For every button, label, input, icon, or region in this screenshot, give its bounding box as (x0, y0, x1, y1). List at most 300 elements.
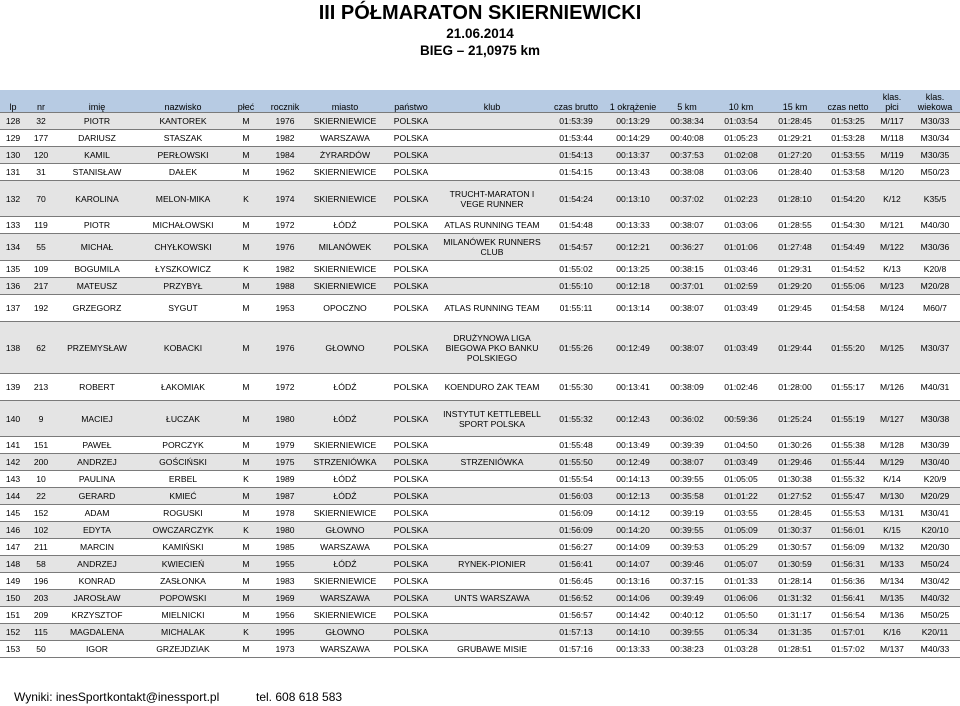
table-cell: 62 (26, 322, 56, 374)
table-cell: 01:53:28 (822, 130, 874, 147)
table-cell: M/133 (874, 556, 910, 573)
table-cell: K (228, 522, 264, 539)
table-row (0, 471, 960, 488)
table-cell: INSTYTUT KETTLEBELL SPORT POLSKA (438, 401, 546, 437)
table-cell: M/134 (874, 573, 910, 590)
table-cell: POLSKA (384, 401, 438, 437)
table-cell: M/128 (874, 437, 910, 454)
table-cell: 01:02:23 (714, 181, 768, 217)
table-row (0, 278, 960, 295)
table-cell: 147 (0, 539, 26, 556)
table-cell: 01:28:45 (768, 113, 822, 130)
table-cell: 1962 (264, 164, 306, 181)
table-cell: 01:03:49 (714, 295, 768, 322)
table-cell: ROGUSKI (138, 505, 228, 522)
table-cell: POLSKA (384, 374, 438, 401)
table-cell (438, 624, 546, 641)
table-cell: ŁÓDŹ (306, 217, 384, 234)
table-cell: 01:29:44 (768, 322, 822, 374)
table-cell: M/135 (874, 590, 910, 607)
table-cell: 00:12:49 (606, 322, 660, 374)
table-cell: M (228, 130, 264, 147)
table-cell: 1995 (264, 624, 306, 641)
table-cell: 00:37:01 (660, 278, 714, 295)
table-cell: POLSKA (384, 261, 438, 278)
table-cell: 58 (26, 556, 56, 573)
table-cell: 01:29:20 (768, 278, 822, 295)
table-cell: M (228, 539, 264, 556)
table-cell: 203 (26, 590, 56, 607)
table-cell: 00:38:07 (660, 454, 714, 471)
table-cell: 00:39:39 (660, 437, 714, 454)
table-cell: GRZEGORZ (56, 295, 138, 322)
table-cell: 132 (0, 181, 26, 217)
table-cell: M30/42 (910, 573, 960, 590)
table-cell: STRZENIÓWKA (438, 454, 546, 471)
table-cell: M/125 (874, 322, 910, 374)
table-cell: 1989 (264, 471, 306, 488)
table-cell: 00:39:55 (660, 624, 714, 641)
table-cell: 01:29:21 (768, 130, 822, 147)
table-cell: SKIERNIEWICE (306, 113, 384, 130)
table-cell: M30/34 (910, 130, 960, 147)
table-cell: 01:56:57 (546, 607, 606, 624)
column-header: klub (438, 90, 546, 113)
table-cell: 00:12:21 (606, 234, 660, 261)
table-cell: 01:55:20 (822, 322, 874, 374)
table-cell: 01:01:33 (714, 573, 768, 590)
table-cell: ZASŁONKA (138, 573, 228, 590)
table-cell (438, 539, 546, 556)
table-cell: 00:13:16 (606, 573, 660, 590)
table-cell: 00:14:13 (606, 471, 660, 488)
table-cell: 00:36:02 (660, 401, 714, 437)
table-cell: OPOCZNO (306, 295, 384, 322)
table-cell: 01:56:41 (546, 556, 606, 573)
table-cell: 217 (26, 278, 56, 295)
table-cell: 135 (0, 261, 26, 278)
table-cell: 140 (0, 401, 26, 437)
table-cell: SYGUT (138, 295, 228, 322)
table-cell: ŁÓDŹ (306, 374, 384, 401)
column-header: nr (26, 90, 56, 113)
table-cell: M30/33 (910, 113, 960, 130)
table-cell: KMIEĆ (138, 488, 228, 505)
table-cell: MICHAŁOWSKI (138, 217, 228, 234)
table-cell: 01:03:49 (714, 322, 768, 374)
table-cell: K/13 (874, 261, 910, 278)
table-cell: 109 (26, 261, 56, 278)
table-cell (438, 488, 546, 505)
table-cell: 01:56:41 (822, 590, 874, 607)
table-cell: ŁÓDŹ (306, 471, 384, 488)
table-cell: 01:31:32 (768, 590, 822, 607)
table-cell: 01:05:29 (714, 539, 768, 556)
table-cell: KAMIŃSKI (138, 539, 228, 556)
table-cell: 01:56:09 (822, 539, 874, 556)
table-cell: 1955 (264, 556, 306, 573)
table-cell: SKIERNIEWICE (306, 181, 384, 217)
table-cell: M50/23 (910, 164, 960, 181)
column-header: klas. wiekowa (910, 90, 960, 113)
table-cell: 1978 (264, 505, 306, 522)
table-cell: 137 (0, 295, 26, 322)
table-row (0, 130, 960, 147)
table-cell: M30/41 (910, 505, 960, 522)
table-cell: POLSKA (384, 130, 438, 147)
table-cell: 50 (26, 641, 56, 658)
results-table (0, 90, 960, 658)
table-cell: 1979 (264, 437, 306, 454)
table-cell: 01:30:38 (768, 471, 822, 488)
table-cell: 01:57:01 (822, 624, 874, 641)
table-cell: 00:38:07 (660, 295, 714, 322)
table-cell: 150 (0, 590, 26, 607)
table-cell: 01:30:57 (768, 539, 822, 556)
table-cell: 01:28:51 (768, 641, 822, 658)
table-cell: 01:54:48 (546, 217, 606, 234)
table-cell: 01:29:46 (768, 454, 822, 471)
table-cell: 01:28:10 (768, 181, 822, 217)
table-cell: 151 (26, 437, 56, 454)
table-cell: 00:37:15 (660, 573, 714, 590)
table-cell: 01:28:45 (768, 505, 822, 522)
table-cell: 01:55:32 (546, 401, 606, 437)
table-cell: M (228, 607, 264, 624)
table-cell: K35/5 (910, 181, 960, 217)
table-cell: K/14 (874, 471, 910, 488)
table-cell: 00:14:29 (606, 130, 660, 147)
table-cell: 00:13:49 (606, 437, 660, 454)
table-cell: M/122 (874, 234, 910, 261)
table-cell: 01:31:35 (768, 624, 822, 641)
column-header: lp (0, 90, 26, 113)
table-cell: M (228, 488, 264, 505)
table-cell: MACIEJ (56, 401, 138, 437)
table-cell: POLSKA (384, 454, 438, 471)
table-cell: 01:55:10 (546, 278, 606, 295)
table-cell: M50/24 (910, 556, 960, 573)
table-cell: ŁÓDŹ (306, 556, 384, 573)
table-cell: 00:38:23 (660, 641, 714, 658)
table-cell: M (228, 454, 264, 471)
table-cell: POLSKA (384, 539, 438, 556)
table-cell: POLSKA (384, 590, 438, 607)
table-cell: SKIERNIEWICE (306, 278, 384, 295)
table-cell: 138 (0, 322, 26, 374)
table-cell: M (228, 556, 264, 573)
table-cell: 01:25:24 (768, 401, 822, 437)
table-cell: 196 (26, 573, 56, 590)
table-cell: 00:14:09 (606, 539, 660, 556)
table-cell: M (228, 147, 264, 164)
table-cell: 01:54:58 (822, 295, 874, 322)
table-cell: KONRAD (56, 573, 138, 590)
table-cell: 1969 (264, 590, 306, 607)
table-cell: 01:54:24 (546, 181, 606, 217)
table-row (0, 488, 960, 505)
table-row (0, 505, 960, 522)
table-cell (438, 573, 546, 590)
table-cell: 00:12:18 (606, 278, 660, 295)
table-row (0, 295, 960, 322)
table-cell: WARSZAWA (306, 590, 384, 607)
table-cell: 01:55:54 (546, 471, 606, 488)
table-cell: 00:14:42 (606, 607, 660, 624)
table-cell: 153 (0, 641, 26, 658)
table-cell: 102 (26, 522, 56, 539)
table-cell: 00:36:27 (660, 234, 714, 261)
table-cell: 00:37:02 (660, 181, 714, 217)
table-cell: 177 (26, 130, 56, 147)
table-cell: POLSKA (384, 471, 438, 488)
table-cell: 01:56:27 (546, 539, 606, 556)
table-cell: ANDRZEJ (56, 454, 138, 471)
table-cell: 31 (26, 164, 56, 181)
table-cell: PRZYBYŁ (138, 278, 228, 295)
results-body (0, 113, 960, 658)
table-cell: ŁUCZAK (138, 401, 228, 437)
column-header: państwo (384, 90, 438, 113)
table-cell: 148 (0, 556, 26, 573)
table-cell: GŁOWNO (306, 624, 384, 641)
table-cell: M/132 (874, 539, 910, 556)
table-cell: 141 (0, 437, 26, 454)
table-cell: 01:56:09 (546, 522, 606, 539)
table-cell: ANDRZEJ (56, 556, 138, 573)
table-cell: M40/33 (910, 641, 960, 658)
table-cell: 00:13:25 (606, 261, 660, 278)
table-cell: DARIUSZ (56, 130, 138, 147)
table-cell: 136 (0, 278, 26, 295)
column-header: płeć (228, 90, 264, 113)
table-cell: WARSZAWA (306, 130, 384, 147)
column-header: nazwisko (138, 90, 228, 113)
table-cell: 01:28:40 (768, 164, 822, 181)
table-cell: MILANÓWEK (306, 234, 384, 261)
table-cell: 146 (0, 522, 26, 539)
table-cell: 130 (0, 147, 26, 164)
table-cell: M30/39 (910, 437, 960, 454)
table-cell: 1976 (264, 113, 306, 130)
table-cell: 139 (0, 374, 26, 401)
table-cell: 01:57:02 (822, 641, 874, 658)
table-cell: PAULINA (56, 471, 138, 488)
table-cell: M/117 (874, 113, 910, 130)
table-cell: 01:55:32 (822, 471, 874, 488)
table-cell: 01:55:02 (546, 261, 606, 278)
table-cell: 01:55:53 (822, 505, 874, 522)
table-cell: 01:03:06 (714, 217, 768, 234)
table-cell: 01:05:07 (714, 556, 768, 573)
table-cell: 01:55:30 (546, 374, 606, 401)
table-cell (438, 164, 546, 181)
table-cell: 01:56:09 (546, 505, 606, 522)
table-cell: POLSKA (384, 641, 438, 658)
table-cell: K20/11 (910, 624, 960, 641)
table-cell: M20/30 (910, 539, 960, 556)
table-cell: SKIERNIEWICE (306, 437, 384, 454)
table-cell: M/119 (874, 147, 910, 164)
table-cell: 00:14:06 (606, 590, 660, 607)
table-cell: POLSKA (384, 113, 438, 130)
table-cell: MELON-MIKA (138, 181, 228, 217)
table-cell: 01:56:45 (546, 573, 606, 590)
column-header: imię (56, 90, 138, 113)
table-cell: 01:05:23 (714, 130, 768, 147)
header-row (0, 90, 960, 113)
table-cell: POPOWSKI (138, 590, 228, 607)
table-cell: M (228, 113, 264, 130)
table-cell: POLSKA (384, 217, 438, 234)
table-cell: M (228, 641, 264, 658)
column-header: 5 km (660, 90, 714, 113)
table-cell: 10 (26, 471, 56, 488)
table-cell: 01:31:17 (768, 607, 822, 624)
table-row (0, 641, 960, 658)
table-cell: 129 (0, 130, 26, 147)
table-row (0, 217, 960, 234)
table-cell: GRUBAWE MISIE (438, 641, 546, 658)
table-cell: M60/7 (910, 295, 960, 322)
table-cell: 01:55:17 (822, 374, 874, 401)
table-cell (438, 471, 546, 488)
table-cell (438, 607, 546, 624)
table-cell: 00:14:20 (606, 522, 660, 539)
table-cell: 01:05:34 (714, 624, 768, 641)
table-cell: 1982 (264, 261, 306, 278)
table-cell: 00:38:07 (660, 217, 714, 234)
table-cell: M40/30 (910, 217, 960, 234)
table-cell: 131 (0, 164, 26, 181)
table-cell: STRZENIÓWKA (306, 454, 384, 471)
table-cell: 1972 (264, 217, 306, 234)
table-cell: MILANÓWEK RUNNERS CLUB (438, 234, 546, 261)
table-cell: SKIERNIEWICE (306, 573, 384, 590)
table-cell: 01:03:49 (714, 454, 768, 471)
table-cell: M/130 (874, 488, 910, 505)
table-cell: M (228, 374, 264, 401)
table-cell: 00:35:58 (660, 488, 714, 505)
table-row (0, 401, 960, 437)
table-cell (438, 522, 546, 539)
table-cell: 134 (0, 234, 26, 261)
table-cell: KANTOREK (138, 113, 228, 130)
table-cell: 209 (26, 607, 56, 624)
table-cell: 00:12:49 (606, 454, 660, 471)
table-cell: 1975 (264, 454, 306, 471)
table-row (0, 261, 960, 278)
table-cell: 01:55:11 (546, 295, 606, 322)
table-cell: K (228, 181, 264, 217)
table-cell: K/15 (874, 522, 910, 539)
table-cell: PAWEŁ (56, 437, 138, 454)
table-cell: POLSKA (384, 437, 438, 454)
table-cell: 01:28:55 (768, 217, 822, 234)
table-cell: 1974 (264, 181, 306, 217)
table-cell: 01:56:01 (822, 522, 874, 539)
table-row (0, 573, 960, 590)
table-cell: DAŁEK (138, 164, 228, 181)
table-cell: 01:29:45 (768, 295, 822, 322)
table-cell: 01:05:05 (714, 471, 768, 488)
table-cell: 1953 (264, 295, 306, 322)
table-cell: STANISŁAW (56, 164, 138, 181)
table-cell: POLSKA (384, 322, 438, 374)
table-cell: M (228, 590, 264, 607)
table-cell: GRZEJDZIAK (138, 641, 228, 658)
table-cell: KOBACKI (138, 322, 228, 374)
table-cell: 70 (26, 181, 56, 217)
table-cell: 119 (26, 217, 56, 234)
table-cell: SKIERNIEWICE (306, 164, 384, 181)
table-cell: 01:03:46 (714, 261, 768, 278)
table-cell: 213 (26, 374, 56, 401)
column-header: czas brutto (546, 90, 606, 113)
table-cell: ŻYRARDÓW (306, 147, 384, 164)
table-cell: GŁOWNO (306, 322, 384, 374)
table-cell: 01:56:36 (822, 573, 874, 590)
table-cell: 00:14:12 (606, 505, 660, 522)
table-cell: UNTS WARSZAWA (438, 590, 546, 607)
table-cell: K20/8 (910, 261, 960, 278)
table-cell: 22 (26, 488, 56, 505)
table-cell: PRZEMYSŁAW (56, 322, 138, 374)
table-cell: 01:01:22 (714, 488, 768, 505)
table-cell: 144 (0, 488, 26, 505)
table-cell: 9 (26, 401, 56, 437)
table-cell: 01:54:20 (822, 181, 874, 217)
table-cell: SKIERNIEWICE (306, 261, 384, 278)
table-cell: 142 (0, 454, 26, 471)
table-cell: ŁÓDŹ (306, 488, 384, 505)
table-cell: M (228, 401, 264, 437)
table-cell: 1983 (264, 573, 306, 590)
table-cell: M30/38 (910, 401, 960, 437)
table-cell: 1956 (264, 607, 306, 624)
table-cell: EDYTA (56, 522, 138, 539)
table-cell: 01:53:39 (546, 113, 606, 130)
column-header: 15 km (768, 90, 822, 113)
column-header: rocznik (264, 90, 306, 113)
table-cell: 01:28:00 (768, 374, 822, 401)
table-cell: K20/9 (910, 471, 960, 488)
table-cell: 1980 (264, 522, 306, 539)
table-cell: DRUŻYNOWA LIGA BIEGOWA PKO BANKU POLSKIEGO (438, 322, 546, 374)
table-cell: 01:02:59 (714, 278, 768, 295)
table-cell: 01:04:50 (714, 437, 768, 454)
table-cell: STASZAK (138, 130, 228, 147)
table-cell: 1984 (264, 147, 306, 164)
table-cell: 00:38:09 (660, 374, 714, 401)
table-cell: 01:54:57 (546, 234, 606, 261)
table-cell: M/126 (874, 374, 910, 401)
table-cell: MAGDALENA (56, 624, 138, 641)
table-cell: 01:54:13 (546, 147, 606, 164)
table-cell: M/121 (874, 217, 910, 234)
table-row (0, 113, 960, 130)
table-cell: 152 (26, 505, 56, 522)
table-cell: 00:13:14 (606, 295, 660, 322)
table-cell: 55 (26, 234, 56, 261)
table-cell: 133 (0, 217, 26, 234)
table-cell: 00:13:43 (606, 164, 660, 181)
table-cell: 01:28:14 (768, 573, 822, 590)
table-row (0, 607, 960, 624)
table-cell: 01:27:20 (768, 147, 822, 164)
table-cell: 200 (26, 454, 56, 471)
table-cell: M (228, 217, 264, 234)
